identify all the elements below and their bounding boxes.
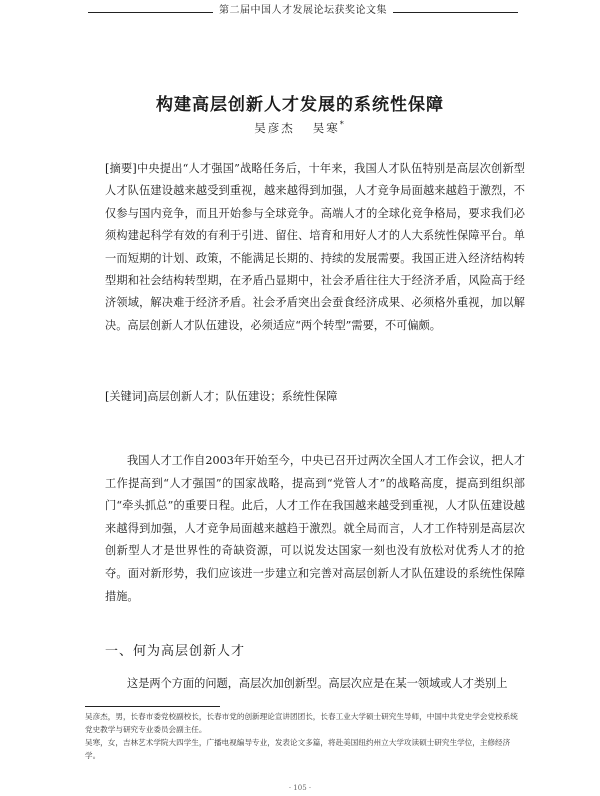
abstract-text: 中央提出“人才强国”战略任务后，十年来，我国人才队伍特别是高层次创新型人才队伍建设越来越受到重视，越来越得到加强，人才竞争局面越来越趋于激烈，不仅参与国内竞争，而且开始参与全球竞争。高端人才的全球化竞争格局，要求我们必须构建起科学有效的有利于引进、留住、培育和用好人才的人大系统性保障平台。单一而短期的计划、政策，不能满足长期的、持续的发展需要。我国正进入经济结构转型期和社会结构转型期，在矛盾凸显期中，社会矛盾往往大于经济矛盾，风险高于经济领域，解决难于经济矛盾。社会矛盾突出会蚕食经济成果、必须格外重视，加以解决。高层创新人才队伍建设，必须适应“两个转型”需要，不可偏颇。 xyxy=(105,162,525,332)
page-number: · 105 · xyxy=(288,784,312,792)
footnote-rule xyxy=(85,706,220,707)
running-header xyxy=(88,4,518,18)
article-title: 构建高层创新人才发展的系统性保障 xyxy=(156,95,444,115)
keywords-label: [关键词] xyxy=(105,390,148,403)
author-2: 吴寒 xyxy=(312,121,340,135)
footnote-line: 吴彦杰，男，长春市委党校副校长，长春市党的创新理论宣讲团团长，长春工业大学硕士研究生导师，中国中共党史学会党校系统党史教学与研究专业委员会副主任。 xyxy=(85,712,518,734)
author-footnote-mark: * xyxy=(339,120,346,130)
article-authors xyxy=(0,120,600,136)
footnote-line: 吴寒，女，吉林艺术学院大四学生，广播电视编导专业，发表论文多篇，将赴美国纽约州立大学攻读硕士研究生学位，主修经济学。 xyxy=(85,738,511,760)
abstract-label: [摘要] xyxy=(105,162,137,175)
body-paragraph: 这是两个方面的问题，高层次加创新型。高层次应是在某一领域或人才类别上 xyxy=(127,677,508,690)
body-paragraph: 我国人才工作自2003年开始至今，中央已召开过两次全国人才工作会议，把人才工作提高到“人才强国”的国家战略，提高到“党管人才”的战略高度，提高到组织部门“牵头抓总”的重要日程。此后，人才工作在我国越来越受到重视，人才队伍建设越来越得到加强，人才竞争局面越来越趋于激烈。就全局而言，人才工作特别是高层次创新型人才是世界性的奇缺资源，可以说发达国家一刻也没有放松对优秀人才的抢夺。面对新形势，我们应该进一步建立和完善对高层创新人才队伍建设的系统性保障措施。 xyxy=(105,454,525,603)
section-heading: 一、何为高层创新人才 xyxy=(105,644,246,659)
abstract xyxy=(105,158,525,337)
author-1: 吴彦杰 xyxy=(254,121,295,135)
footnote xyxy=(85,710,525,762)
keywords-text: 高层创新人才；队伍建设；系统性保障 xyxy=(147,390,338,403)
running-header-title: 第二届中国人才发展论坛获奖论文集 xyxy=(213,5,393,16)
keywords xyxy=(105,388,525,406)
